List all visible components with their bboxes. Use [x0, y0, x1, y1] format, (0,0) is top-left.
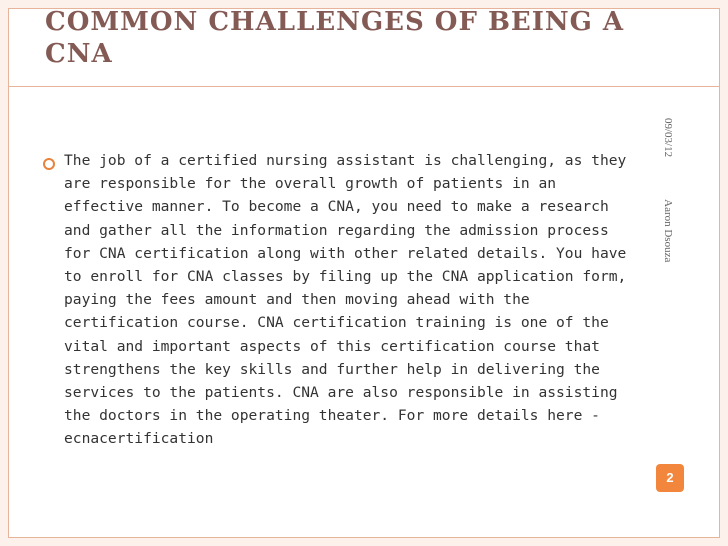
slide-title: COMMON CHALLENGES OF BEING A CNA [45, 7, 625, 69]
slide-body-text: The job of a certified nursing assistant is challenging, as they are responsible for the overall growth of patients in an effective manner. To become a CNA, you need to make a research and gather all the information regarding the admission process for CNA certification along with other related details. You have to enroll for CNA classes by filing up the CNA application form, paying the fees amount and then moving ahead with the certification course. CNA certification training is one of the vital and important aspects of this certification course that strengthens the key skills and further help in delivering the services to the patients. CNA are also responsible in assisting the doctors in the operating theater. For more details here - ecnacertification [64, 152, 627, 448]
slide-date: 09/03/12 [662, 118, 674, 158]
bullet-icon [42, 157, 56, 171]
slide-author: Aaron Dsouza [662, 199, 674, 263]
page-number-badge: 2 [656, 464, 684, 492]
slide-footer-vertical [662, 118, 674, 262]
title-divider [8, 86, 720, 87]
